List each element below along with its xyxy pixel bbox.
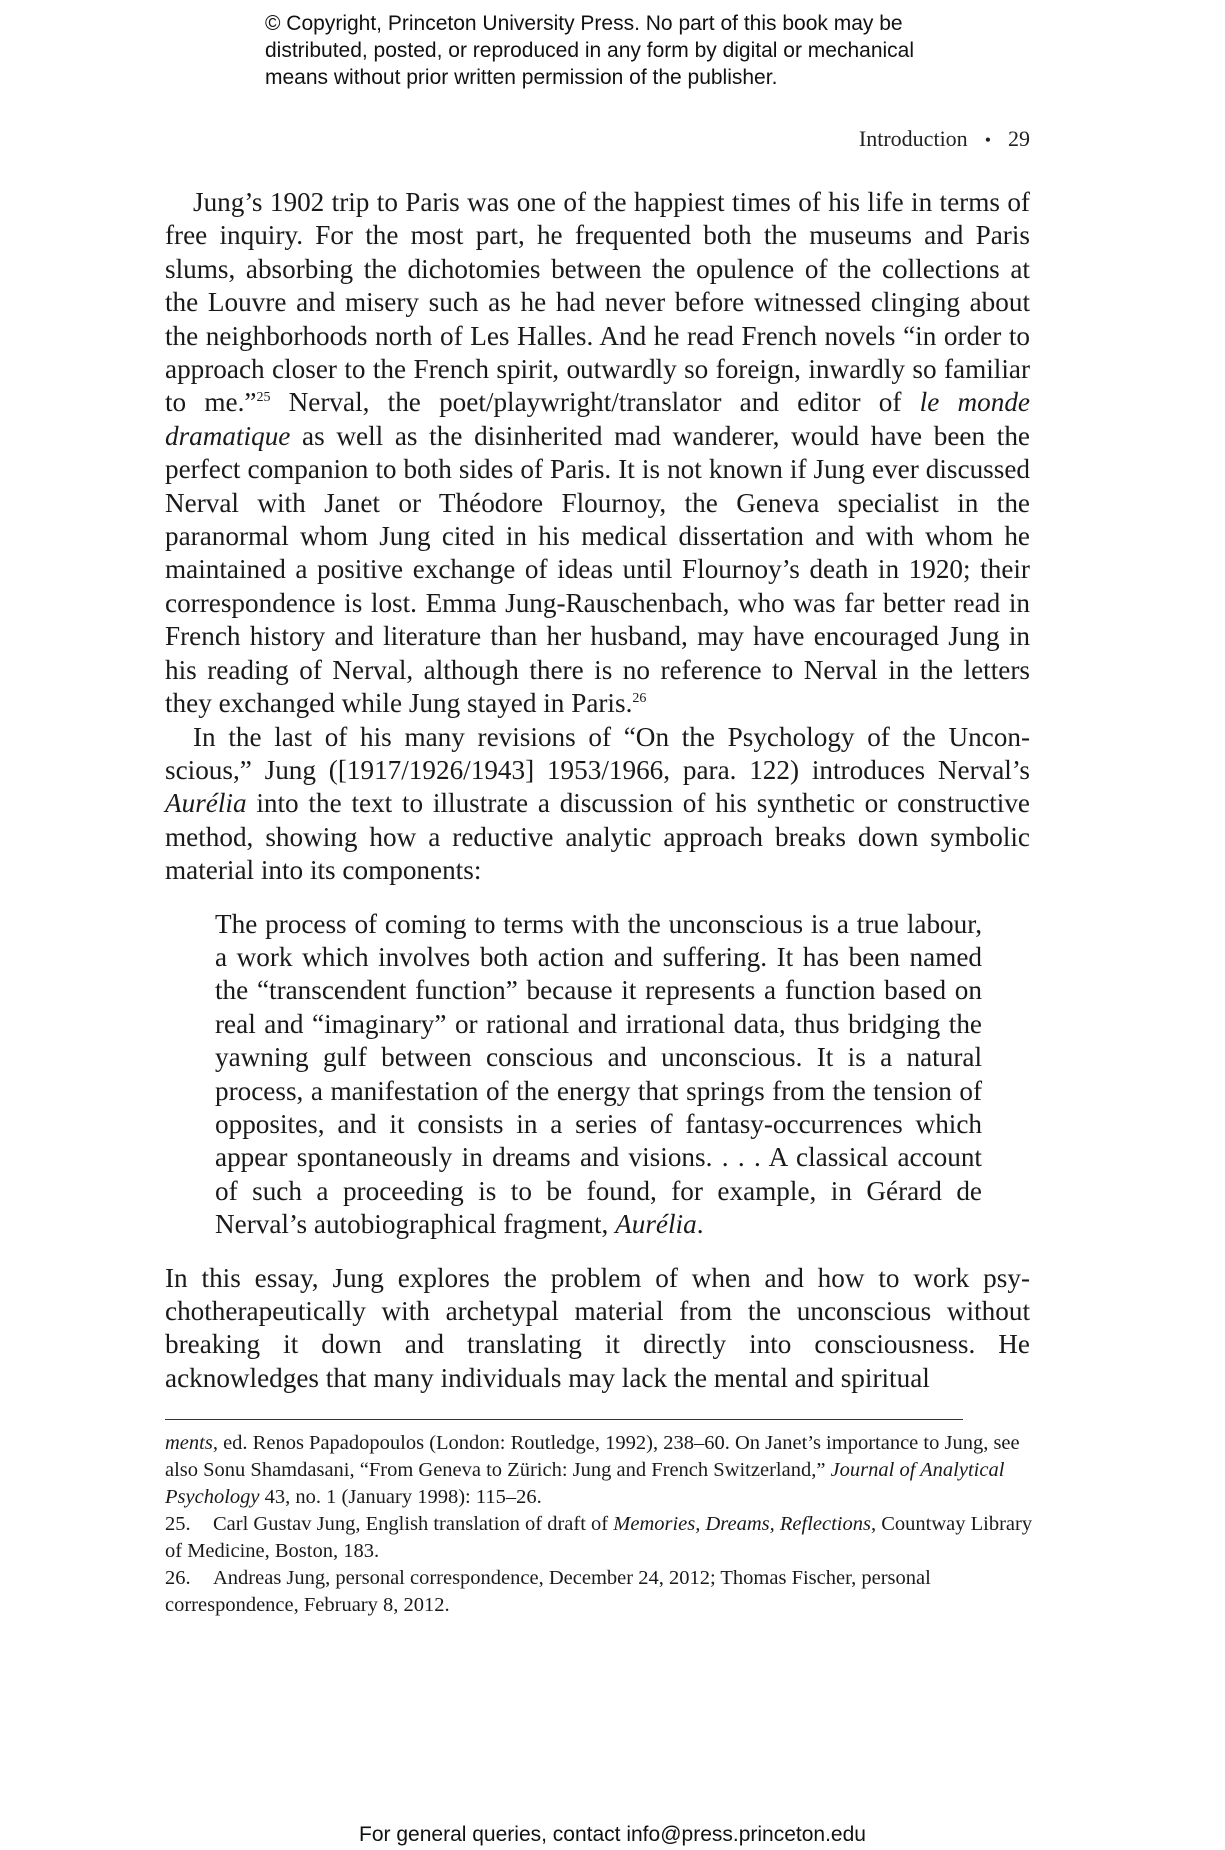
- para2-text-a: In the last of his many revisions of “On the Psychology of the Unconscious,” Jung ([1917/1926/1943] 1953/1966, para. 122) introduces Nerval’s: [165, 721, 1030, 785]
- paragraph-2: [165, 721, 1030, 888]
- para2-text-b: into the text to illustrate a discussion of his synthetic or constructive method, showing how a reductive analytic approach breaks down symbolic material into its components:: [165, 788, 1030, 886]
- copyright-line-1: © Copyright, Princeton University Press. No part of this book may be: [265, 12, 903, 35]
- copyright-notice: [265, 10, 1025, 91]
- para1-text-a: Jung’s 1902 trip to Paris was one of the happiest times of his life in terms of free inquiry. For the most part, he frequented both the museums and Paris slums, absorbing the dichotomies between the opulence of the collections at the Louvre and misery such as he had never before witnessed clinging about the neighborhoods north of Les Halles. And he read French novels “in order to approach closer to the French spirit, outwardly so foreign, inwardly so familiar to me.”: [165, 187, 1030, 418]
- running-head: [700, 126, 1030, 152]
- quote-end: .: [696, 1209, 704, 1240]
- page-number: 29: [1008, 126, 1030, 151]
- footnote-25-italic: Memories, Dreams, Reflections: [613, 1513, 871, 1535]
- footnote-26-text: Andreas Jung, personal correspondence, December 24, 2012; Thomas Fischer, personal correspondence, February 8, 2012.: [165, 1567, 931, 1616]
- copyright-line-3: means without prior written permission of the publisher.: [265, 66, 778, 89]
- footnote-25-text-b: , Countway Library of Medicine, Boston, 183.: [165, 1513, 1033, 1562]
- running-head-section: Introduction: [858, 126, 968, 151]
- footnotes: [165, 1430, 1045, 1619]
- footnote-26: [165, 1565, 1045, 1619]
- footnote-25-text-a: Carl Gustav Jung, English translation of draft of: [213, 1513, 614, 1535]
- para3-text: In this essay, Jung explores the problem of when and how to work psychotherapeutically with archetypal material from the unconscious without breaking it down and translating it directly into consciousness. He acknowledges that many individuals may lack the mental and spiritual: [165, 1262, 1030, 1393]
- para2-italic-title: Aurélia: [165, 788, 247, 819]
- block-quote: [215, 908, 982, 1242]
- footnote-cont-italic-b: Journal of Analytical Psychology: [165, 1459, 1005, 1508]
- note-ref-26: 26: [632, 691, 647, 707]
- footnote-cont-text-b: 43, no. 1 (January 1998): 115–26.: [259, 1486, 542, 1508]
- copyright-line-2: distributed, posted, or reproduced in any form by digital or mechanical: [265, 39, 915, 62]
- footnote-rule: [165, 1419, 963, 1420]
- running-head-bullet: •: [984, 130, 991, 150]
- footnote-cont-italic-a: ments: [165, 1432, 213, 1454]
- para1-text-c: as well as the disinherited mad wanderer, would have been the perfect companion to both sides of Paris. It is not known if Jung ever discussed Nerval with Janet or Théodore Flournoy, the Geneva specialist in the paranormal whom Jung cited in his medical dissertation and with whom he maintained a positive exchange of ideas until Flournoy’s death in 1920; their correspondence is lost. Emma Jung-Rauschenbach, who was far better read in French history and literature than her husband, may have encouraged Jung in his reading of Nerval, although there is no reference to Nerval in the letters they exchanged while Jung stayed in Paris.: [165, 420, 1030, 719]
- footnote-25: [165, 1511, 1045, 1565]
- footer-contact: For general queries, contact info@press.princeton.edu: [359, 1823, 866, 1846]
- footnote-26-number: 26.: [165, 1567, 191, 1589]
- note-ref-25: 25: [256, 390, 271, 406]
- quote-text: The process of coming to terms with the unconscious is a true labour, a work which involves both action and suffering. It has been named the “transcendent function” because it represents a function based on real and “imaginary” or rational and irrational data, thus bridging the yawning gulf between conscious and unconscious. It is a natural process, a manifestation of the energy that springs from the tension of opposites, and it consists in a series of fantasy-occurrences which appear spontaneously in dreams and visions. . . . A classical account of such a proceeding is to be found, for example, in Gérard de Nerval’s autobiographical fragment,: [215, 908, 982, 1240]
- footnote-cont-text-a: , ed. Renos Papadopoulos (London: Routledge, 1992), 238–60. On Janet’s importance to Jung, see also Sonu Shamdasani, “From Geneva to Zürich: Jung and French Switzerland,”: [165, 1432, 1020, 1481]
- body-text: [165, 186, 1030, 1395]
- footnote-continued: [165, 1430, 1045, 1511]
- para1-text-b: Nerval, the poet/playwright/translator and editor of: [270, 387, 920, 418]
- footnote-25-number: 25.: [165, 1513, 191, 1535]
- paragraph-1: [165, 186, 1030, 721]
- quote-italic-title: Aurélia: [615, 1209, 697, 1240]
- paragraph-3: [165, 1262, 1030, 1396]
- para1-italic-title: le monde dramatique: [165, 387, 1030, 451]
